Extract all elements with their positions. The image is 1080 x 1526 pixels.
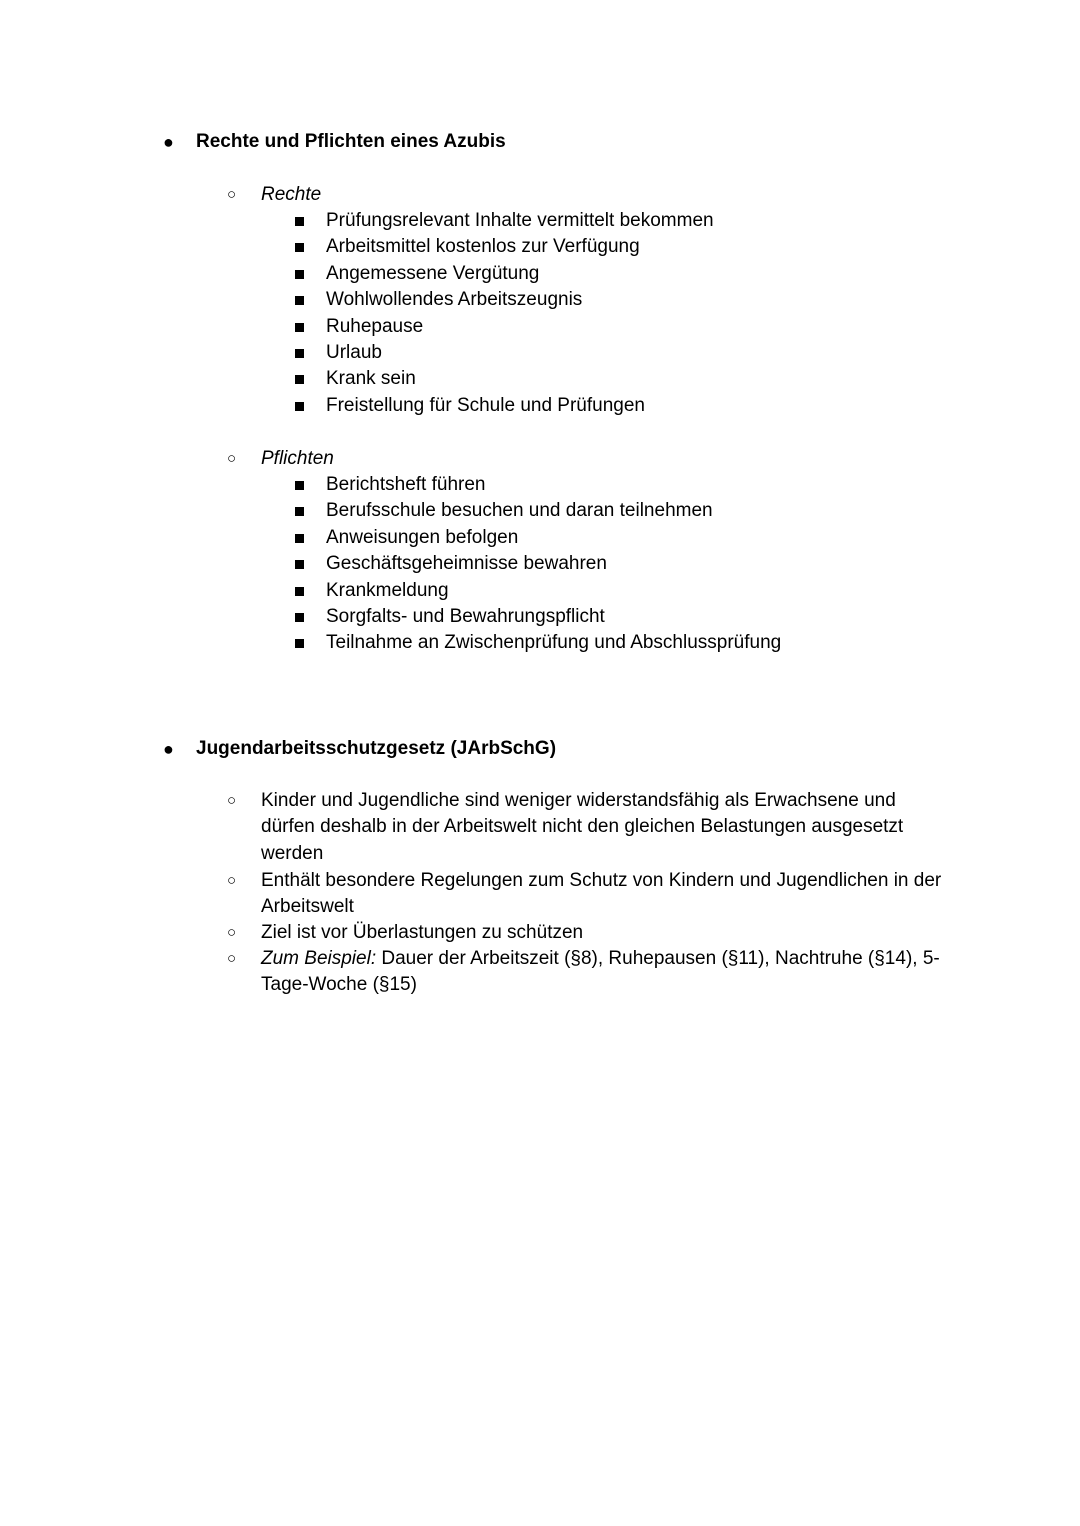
list-item: Wohlwollendes Arbeitszeugnis — [326, 289, 583, 311]
bullet-icon: ● — [163, 739, 174, 759]
subheading-pflichten: Pflichten — [261, 448, 334, 469]
list-item: Berichtsheft führen — [326, 474, 486, 495]
list-item: Geschäftsgeheimnisse bewahren — [326, 553, 607, 575]
circle-bullet-icon: ○ — [227, 950, 237, 967]
square-bullet-icon — [295, 560, 304, 569]
square-bullet-icon — [295, 402, 304, 411]
square-bullet-icon — [295, 481, 304, 490]
list-item: Ruhepause — [326, 315, 424, 337]
circle-bullet-icon: ○ — [227, 450, 237, 467]
list-item: Teilnahme an Zwischenprüfung und Abschlussprüfung — [326, 632, 782, 654]
section-heading: Jugendarbeitsschutzgesetz (JArbSchG) — [196, 738, 557, 759]
square-bullet-icon — [295, 270, 304, 279]
bullet-icon: ● — [163, 132, 174, 152]
list-item: Krankmeldung — [326, 579, 449, 601]
list-item: Anweisungen befolgen — [326, 526, 519, 548]
square-bullet-icon — [295, 349, 304, 358]
example-label: Zum Beispiel: — [261, 948, 377, 969]
square-bullet-icon — [295, 639, 304, 648]
section-heading: Rechte und Pflichten eines Azubis — [196, 131, 506, 152]
circle-bullet-icon: ○ — [227, 186, 237, 203]
square-bullet-icon — [295, 534, 304, 543]
subheading-rechte: Rechte — [261, 184, 322, 205]
example-text: Dauer der Arbeitszeit (§8), Ruhepausen (§11), Nachtruhe (§14), 5-Tage-Woche (§15) — [261, 948, 940, 996]
list-item: Berufsschule besuchen und daran teilnehmen — [326, 500, 713, 522]
list-item: Freistellung für Schule und Prüfungen — [326, 394, 645, 416]
list-item-example — [261, 946, 946, 999]
list-item: Prüfungsrelevant Inhalte vermittelt bekommen — [326, 210, 714, 231]
square-bullet-icon — [295, 587, 304, 596]
square-bullet-icon — [295, 243, 304, 252]
list-item: Sorgfalts- und Bewahrungspflicht — [326, 606, 605, 627]
list-item: Angemessene Vergütung — [326, 262, 540, 284]
square-bullet-icon — [295, 375, 304, 384]
square-bullet-icon — [295, 507, 304, 516]
square-bullet-icon — [295, 296, 304, 305]
list-item: Ziel ist vor Überlastungen zu schützen — [261, 922, 584, 943]
circle-bullet-icon: ○ — [227, 792, 237, 809]
square-bullet-icon — [295, 323, 304, 332]
list-item: Krank sein — [326, 368, 416, 390]
square-bullet-icon — [295, 613, 304, 622]
circle-bullet-icon: ○ — [227, 872, 237, 889]
list-item: Enthält besondere Regelungen zum Schutz von Kindern und Jugendlichen in der Arbeitswelt — [261, 870, 942, 918]
circle-bullet-icon: ○ — [227, 924, 237, 941]
list-item: Arbeitsmittel kostenlos zur Verfügung — [326, 236, 640, 258]
list-item: Kinder und Jugendliche sind weniger widerstandsfähig als Erwachsene und dürfen deshalb in der Arbeitswelt nicht den gleichen Belastungen ausgesetzt werden — [261, 790, 904, 864]
list-item: Urlaub — [326, 342, 382, 363]
square-bullet-icon — [295, 217, 304, 226]
